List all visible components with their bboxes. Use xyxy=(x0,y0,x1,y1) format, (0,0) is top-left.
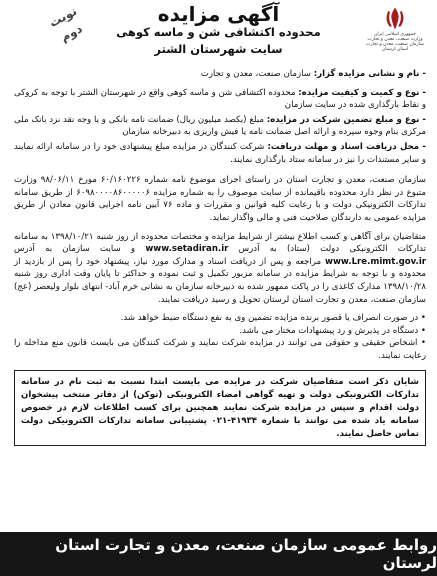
organization-link[interactable]: www.Lre.mimt.gov.ir xyxy=(325,256,427,267)
item-organizer: - نام و نشانی مزایده گزار: سازمان صنعت، معدن و تجارت xyxy=(200,69,426,79)
item-type: - نوع و کمیت و کیفیت مزایده: محدوده اکتشافی شن و ماسه کوهی واقع در شهرستان الشتر با توجه به کروکی و نقاط بارگذاری شده در سایت سازمان xyxy=(14,87,426,111)
page-title: آگهی مزایده xyxy=(157,2,280,26)
paragraph-instructions: متقاضیان برای آگاهی و کسب اطلاع بیشتر از شرایط مزایده و مختصات محدوده از روز شنبه ۱۳۹۸/۱۰/۲۱ به سامانه تدارکات الکترونیکی دولت (ستاد) به آدرس www.setadiran.ir و سایت سازمان به آدرس www.Lre.mimt.gov.ir مراجعه و پس از دریافت اسناد و مدارک مورد نیاز، پیشنهاد خود را پس از بازدید از محدوده و با توجه به شرایط مزایده در سامانه مزبور تکمیل و ثبت نموده و حداکثر تا پایان وقت اداری روز شنبه ۱۳۹۸/۱۰/۲۸ مدارک کاغذی را در پاکت ممهور شده به دبیرخانه سازمان به نشانی خرم آباد- انتهای بلوار ولیعصر (عج) سازمان صنعت، معدن و تجارت استان لرستان تحویل و رسید دریافت نمایند. xyxy=(14,231,427,305)
item-guarantee: - نوع و مبلغ تضمین شرکت در مزایده: مبلغ (یکصد میلیون ریال) ضمانت نامه بانکی و یا وجه نقد نزد بانک ملی مرکزی بنام وجوه سپرده و ارائه اصل ضمانت نامه یا فیش واریزی به دبیرخانه سازمان xyxy=(14,114,426,138)
list-item: • اشخاص حقیقی و حقوقی می توانند در مزایده شرکت نمایند و شرکت کنندگان می بایست قانون منع مداخله را رعایت نمایند. xyxy=(14,338,426,361)
page-subtitle: محدوده اکتشافی شن و ماسه کوهی xyxy=(116,25,321,39)
second-round-stamp: نوبت دوم xyxy=(46,3,85,45)
site-name: سایت شهرستان الشتر xyxy=(154,42,283,56)
list-item: • دستگاه در پذیرش و رد پیشنهادات مختار می باشد. xyxy=(239,325,426,336)
list-item: • در صورت انصراف یا قصور برنده مزایده تضمین وی به نفع دستگاه ضبط خواهد شد. xyxy=(120,313,426,324)
header xyxy=(0,0,437,64)
item-documents: - محل دریافت اسناد و مهلت دریافت: شرکت کنندگان در مزایده مبلغ پیشنهادی خود را در سامانه ارائه نمایند و سایر مستندات را نیز در سامانه ستاد بارگذاری نمایند. xyxy=(14,141,426,165)
emblem-caption: جمهوری اسلامی ایران وزارت صنعت، معدن و تجارت سازمان صنعت، معدن و تجارت استان لرستان xyxy=(366,32,424,52)
paragraph-intro: سازمان صنعت، معدن و تجارت استان در راستای اجرای موضوع نامه شماره ۶۰/۱۶۰۲۲۶ مورخ ۹۸/۰۶/۱۱ وزارت متبوع در نظر دارد محدوده باقیمانده از سایت موصوف را به شماره مزایده ۶۰۹۸۰۰۰۰۸۶۰۰۰۰۰۶ از طریق سامانه تدارکات الکترونیکی دولت و با رعایت کلیه قوانین و مقررات و ماده ۷۶ آیین نامه اجرایی قانون معادن از طریق مزایده عمومی به دارندگان صلاحیت فنی و مالی واگذار نماید. xyxy=(14,175,426,223)
footer-public-relations: روابط عمومی سازمان صنعت، معدن و تجارت استان لرستان xyxy=(0,532,437,576)
registration-note: شایان ذکر است متقاضیان شرکت در مزایده می بایست ابتدا نسبت به ثبت نام در سامانه تدارکات الکترونیکی دولت و تهیه گواهی امضاء الکترونیکی (توکن) از دفاتر منتخب پیشخوان دولت اقدام و سپس در مزایده شرکت نمایند همچنین برای کسب اطلاعات لازم در خصوص سامانه یاد شده می توانند با شماره ۴۱۹۳۴-۰۲۱ پشتیبانی سامانه تدارکات الکترونیکی دولت تماس حاصل نمایند. xyxy=(14,370,426,446)
conditions-list xyxy=(14,312,426,362)
advertisement-body xyxy=(14,68,426,446)
setad-link[interactable]: www.setadiran.ir xyxy=(145,244,229,255)
